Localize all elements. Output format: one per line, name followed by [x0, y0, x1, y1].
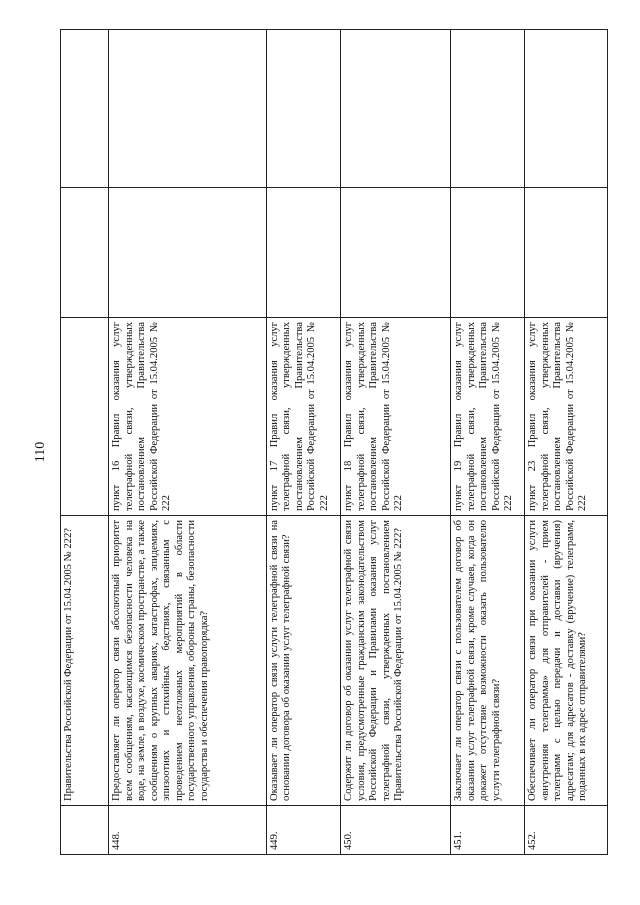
table-row [266, 30, 340, 855]
table-row-continuation [61, 30, 109, 855]
empty-cell [109, 188, 266, 318]
empty-cell [109, 30, 266, 188]
empty-cell [61, 188, 109, 318]
row-number: 450. [341, 806, 451, 855]
table-row [451, 30, 525, 855]
reference-cell [61, 318, 109, 516]
empty-cell [525, 30, 608, 188]
reference-cell: пункт 16 Правил оказания услуг телеграфной связи, утвержденных постановлением Правительства Российской Федерации от 15.04.2005 № 222 [109, 318, 266, 516]
empty-cell [266, 30, 340, 188]
row-number: 449. [266, 806, 340, 855]
page-number: 110 [33, 441, 48, 463]
question-cell: Оказывает ли оператор связи услуги телеграфной связи на основании договора об оказании услуг телеграфной связи? [266, 516, 340, 806]
row-number: 448. [109, 806, 266, 855]
question-cell: Обеспечивает ли оператор связи при оказании услуги «внутренняя телеграмма» для отправителей - прием телеграмм с целью передачи и доставки (вручения) адресатам; для адресатов - доставку (вручение) телеграмм, поданных в их адрес отправителями? [525, 516, 608, 806]
checklist-table [60, 29, 608, 855]
empty-cell [341, 188, 451, 318]
reference-cell: пункт 18 Правил оказания услуг телеграфной связи, утвержденных постановлением Правительства Российской Федерации от 15.04.2005 № 222 [341, 318, 451, 516]
empty-cell [61, 30, 109, 188]
table-row [341, 30, 451, 855]
reference-cell: пункт 19 Правил оказания услуг телеграфной связи, утвержденных постановлением Правительства Российской Федерации от 15.04.2005 № 222 [451, 318, 525, 516]
empty-cell [341, 30, 451, 188]
reference-cell: пункт 17 Правил оказания услуг телеграфной связи, утвержденных постановлением Правительства Российской Федерации от 15.04.2005 № 222 [266, 318, 340, 516]
row-number: 452. [525, 806, 608, 855]
empty-cell [525, 188, 608, 318]
question-cell: Содержит ли договор об оказании услуг телеграфной связи условия, предусмотренные гражданским законодательством Российской Федерации и Правилами оказания услуг телеграфной связи, утвержденных постановлением Правительства Российской Федерации от 15.04.2005 № 222? [341, 516, 451, 806]
reference-cell: пункт 23 Правил оказания услуг телеграфной связи, утвержденных постановлением Правительства Российской Федерации от 15.04.2005 № 222 [525, 318, 608, 516]
question-cell: Правительства Российской Федерации от 15.04.2005 № 222? [61, 516, 109, 806]
question-cell: Заключает ли оператор связи с пользователем договор об оказании услуг телеграфной связи, кроме случаев, когда он докажет отсутствие возможности оказать пользователю услуги телеграфной связи? [451, 516, 525, 806]
table-row [109, 30, 266, 855]
empty-cell [266, 188, 340, 318]
row-number-cell [61, 806, 109, 855]
empty-cell [451, 188, 525, 318]
empty-cell [451, 30, 525, 188]
question-cell: Предоставляет ли оператор связи абсолютный приоритет всем сообщениям, касающимся безопасности человека на воде, на земле, в воздухе, космическом пространстве, а также сообщениям о крупных авариях, катастрофах, эпидемиях, эпизоотиях и стихийных бедствиях, связанным с проведением неотложных мероприятий в области государственного управления, обороны страны, безопасности государства и обеспечения правопорядка? [109, 516, 266, 806]
row-number: 451. [451, 806, 525, 855]
table-row [525, 30, 608, 855]
rotated-page [60, 30, 608, 855]
